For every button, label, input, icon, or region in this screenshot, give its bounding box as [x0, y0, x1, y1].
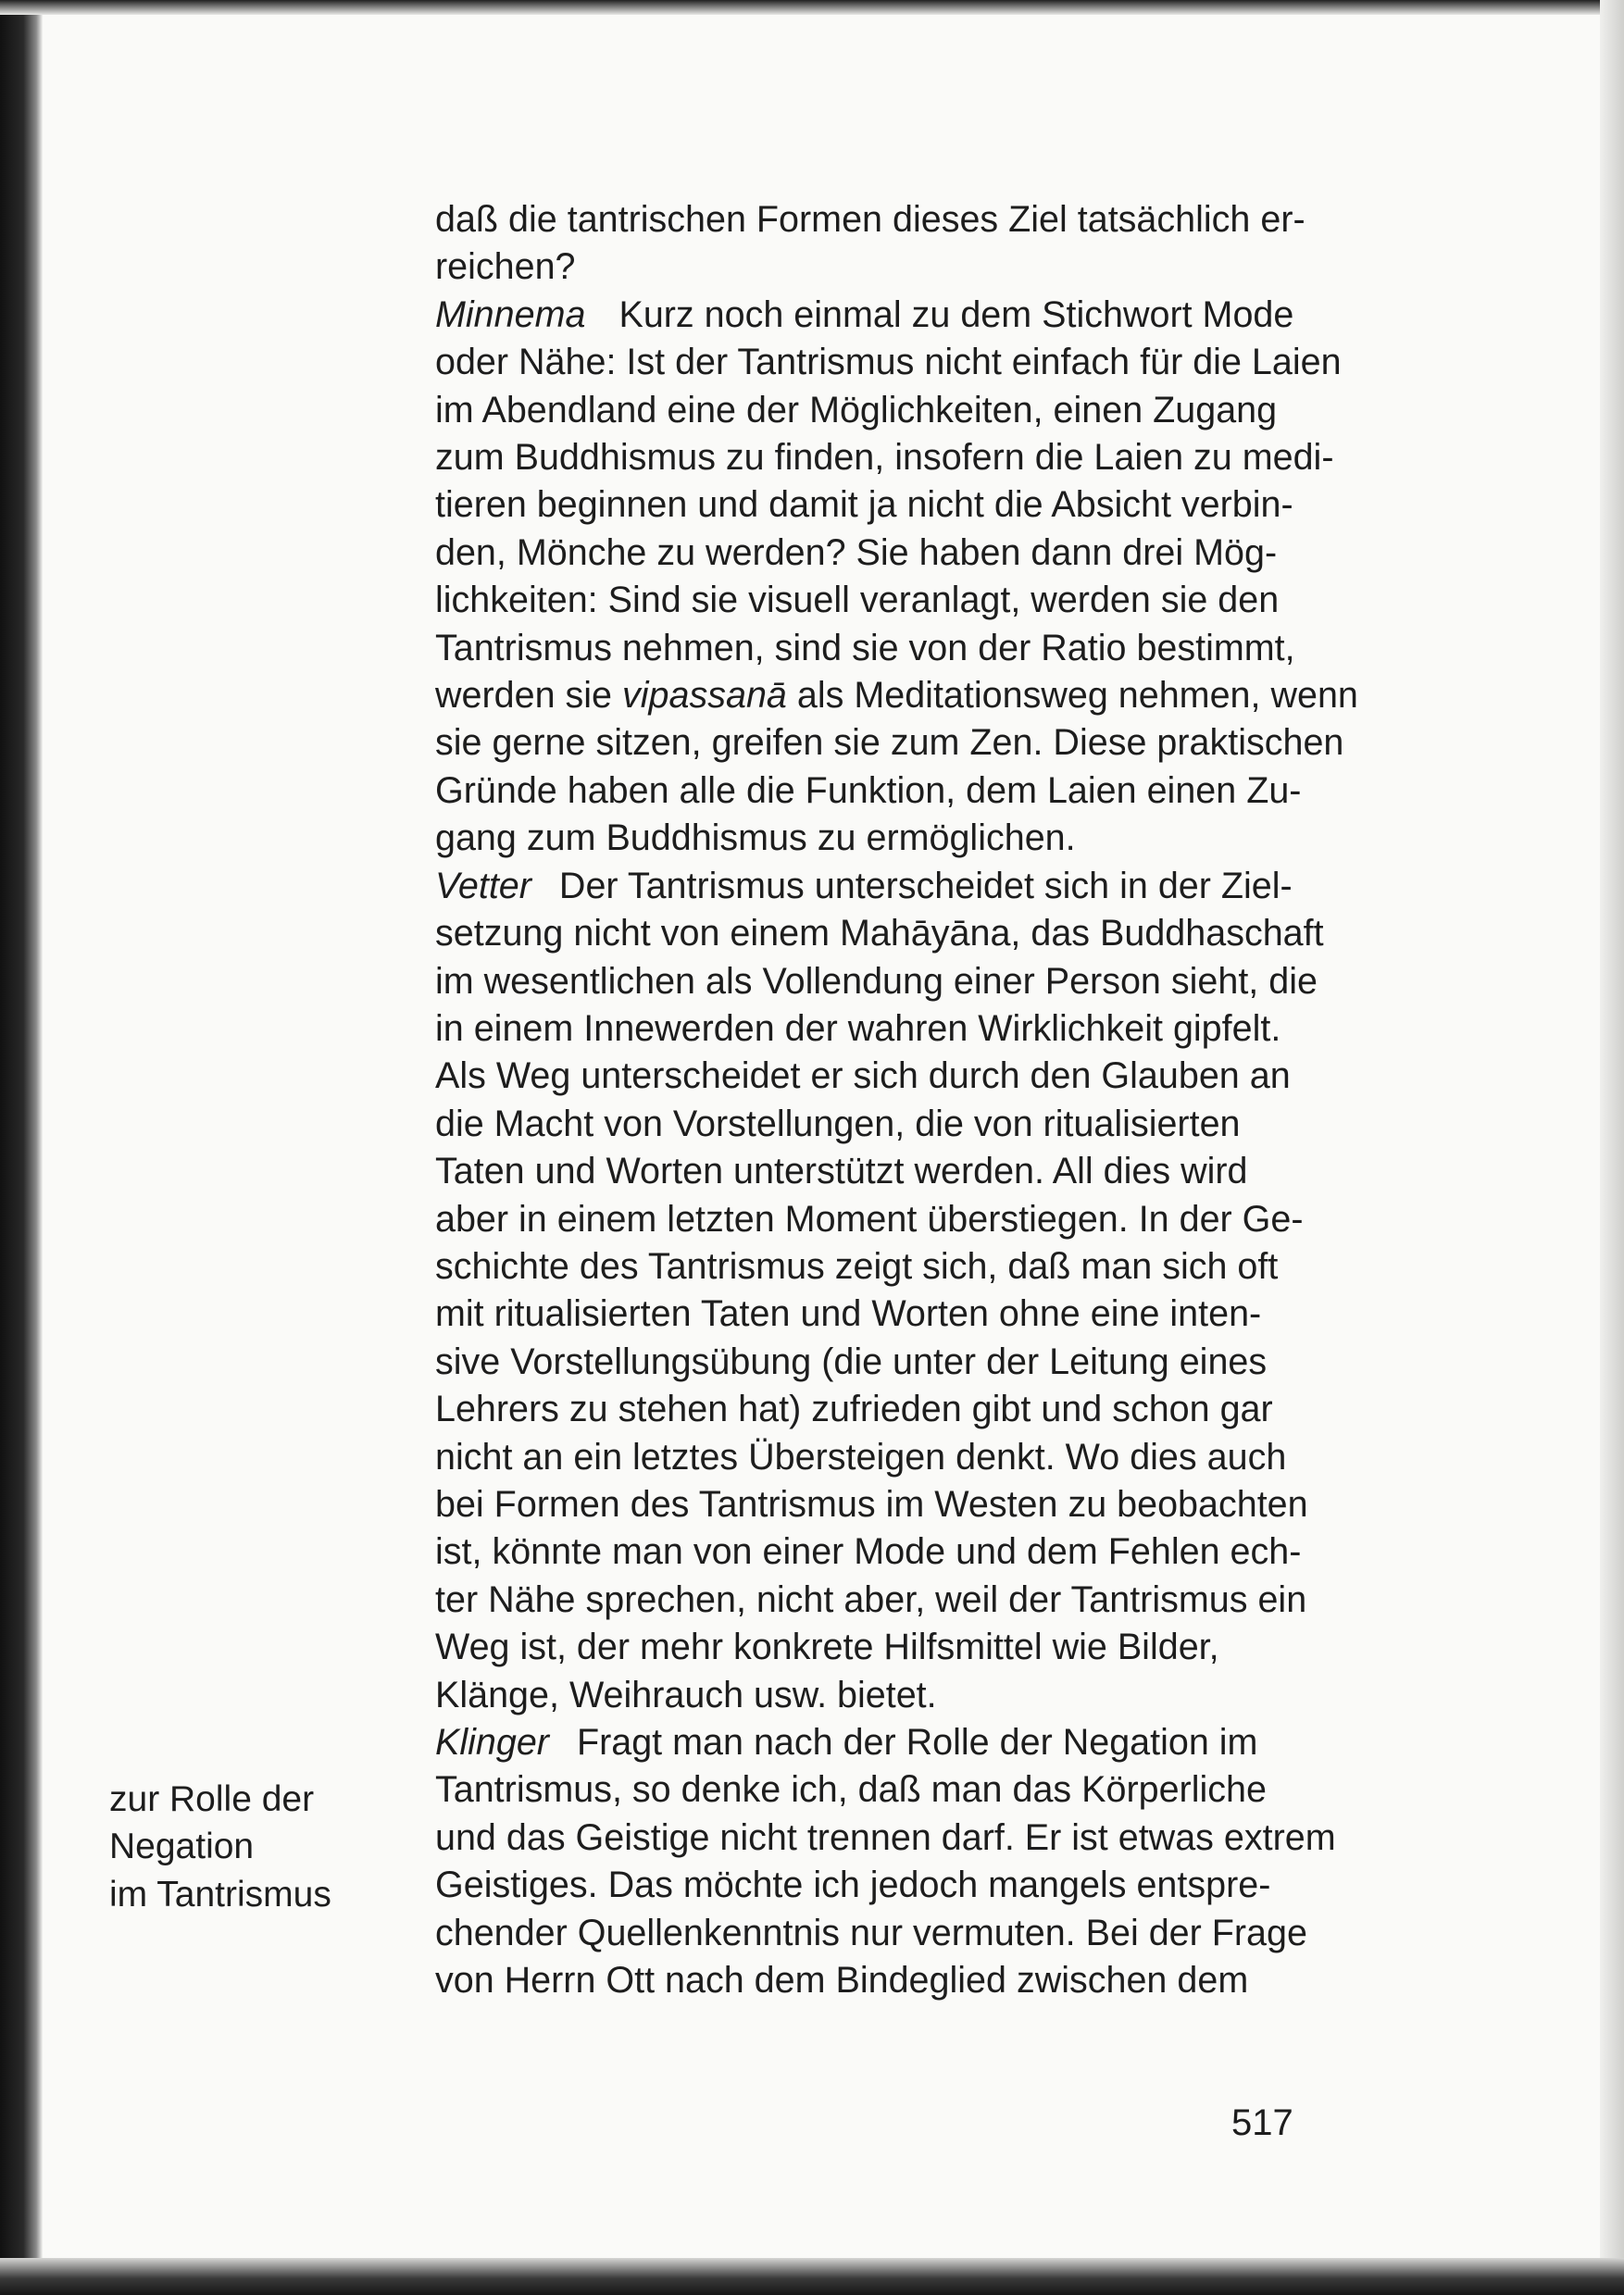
scan-edge-bottom — [0, 2258, 1624, 2295]
text-line: den, Mönche zu werden? Sie haben dann drei Mög- — [435, 531, 1278, 573]
speaker-name: Klinger — [435, 1722, 549, 1763]
speaker-name: Minnema — [435, 293, 586, 335]
text-line: und das Geistige nicht trennen darf. Er ist etwas extrem — [435, 1816, 1336, 1858]
text-line: Als Weg unterscheidet er sich durch den Glauben an — [435, 1055, 1291, 1097]
text-line: oder Nähe: Ist der Tantrismus nicht einfach für die Laien — [435, 342, 1342, 383]
text-line: ter Nähe sprechen, nicht aber, weil der Tantrismus ein — [435, 1578, 1307, 1620]
text-line — [435, 672, 1358, 719]
text-line: zum Buddhismus zu finden, insofern die Laien zu medi- — [435, 437, 1334, 479]
margin-note — [109, 1776, 350, 1918]
text-line: sie gerne sitzen, greifen sie zum Zen. Diese praktischen — [435, 722, 1344, 764]
text-line: Taten und Worten unterstützt werden. All dies wird — [435, 1151, 1248, 1192]
pali-term: vipassanā — [622, 675, 787, 717]
binding-shadow — [0, 0, 43, 2295]
main-text-column — [435, 196, 1358, 2004]
text-line: nicht an ein letztes Übersteigen denkt. Wo dies auch — [435, 1436, 1287, 1478]
text-line: setzung nicht von einem Mahāyāna, das Buddhaschaft — [435, 913, 1324, 954]
text-segment: als Meditationsweg nehmen, wenn — [796, 675, 1358, 717]
text-line: chender Quellenkenntnis nur vermuten. Bei der Frage — [435, 1912, 1307, 1953]
text-line: tieren beginnen und damit ja nicht die Absicht verbin- — [435, 484, 1293, 526]
text-line: daß die tantrischen Formen dieses Ziel tatsächlich er- — [435, 199, 1305, 240]
text-line: sive Vorstellungsübung (die unter der Leitung eines — [435, 1341, 1268, 1382]
margin-note-line: im Tantrismus — [109, 1874, 331, 1915]
speaker-name: Vetter — [435, 865, 531, 906]
text-line — [435, 292, 1343, 339]
text-line: die Macht von Vorstellungen, die von ritualisierten — [435, 1103, 1241, 1144]
text-line — [435, 863, 1343, 910]
text-line: im Abendland eine der Möglichkeiten, einen Zugang — [435, 389, 1278, 430]
text-line: von Herrn Ott nach dem Bindeglied zwischen dem — [435, 1960, 1249, 2002]
text-line: ist, könnte man von einer Mode und dem Fehlen ech- — [435, 1531, 1302, 1573]
scan-edge-right — [1600, 0, 1624, 2295]
margin-note-line: zur Rolle der — [109, 1779, 315, 1819]
text-line: Tantrismus, so denke ich, daß man das Körperliche — [435, 1769, 1267, 1811]
text-line: Weg ist, der mehr konkrete Hilfsmittel wie Bilder, — [435, 1627, 1219, 1668]
text-line: lichkeiten: Sind sie visuell veranlagt, werden sie den — [435, 580, 1280, 621]
text-line: Tantrismus nehmen, sind sie von der Ratio bestimmt, — [435, 627, 1295, 668]
text-line: in einem Innewerden der wahren Wirklichkeit gipfelt. — [435, 1007, 1281, 1049]
speech-text: Fragt man nach der Rolle der Negation im — [576, 1722, 1258, 1763]
text-line: Geistiges. Das möchte ich jedoch mangels entspre- — [435, 1865, 1271, 1906]
margin-note-line: Negation — [109, 1827, 255, 1867]
text-segment: werden sie — [435, 675, 613, 717]
text-line: bei Formen des Tantrismus im Westen zu beobachten — [435, 1483, 1308, 1525]
text-line — [435, 1719, 1343, 1766]
text-line: mit ritualisierten Taten und Worten ohne eine inten- — [435, 1293, 1262, 1335]
text-line: Lehrers zu stehen hat) zufrieden gibt und schon gar — [435, 1389, 1273, 1430]
text-line: Gründe haben alle die Funktion, dem Laien einen Zu- — [435, 769, 1302, 811]
speech-text: Der Tantrismus unterscheidet sich in der Ziel- — [558, 865, 1293, 906]
text-line: gang zum Buddhismus zu ermöglichen. — [435, 817, 1076, 859]
scan-edge-top — [0, 0, 1624, 15]
text-line: schichte des Tantrismus zeigt sich, daß man sich oft — [435, 1245, 1279, 1287]
text-line: aber in einem letzten Moment überstiegen. In der Ge- — [435, 1198, 1304, 1240]
page-number: 517 — [1231, 2102, 1293, 2143]
speech-text: Kurz noch einmal zu dem Stichwort Mode — [618, 293, 1294, 335]
text-line: reichen? — [435, 246, 576, 288]
text-line: Klänge, Weihrauch usw. bietet. — [435, 1674, 937, 1715]
text-line: im wesentlichen als Vollendung einer Person sieht, die — [435, 960, 1318, 1002]
